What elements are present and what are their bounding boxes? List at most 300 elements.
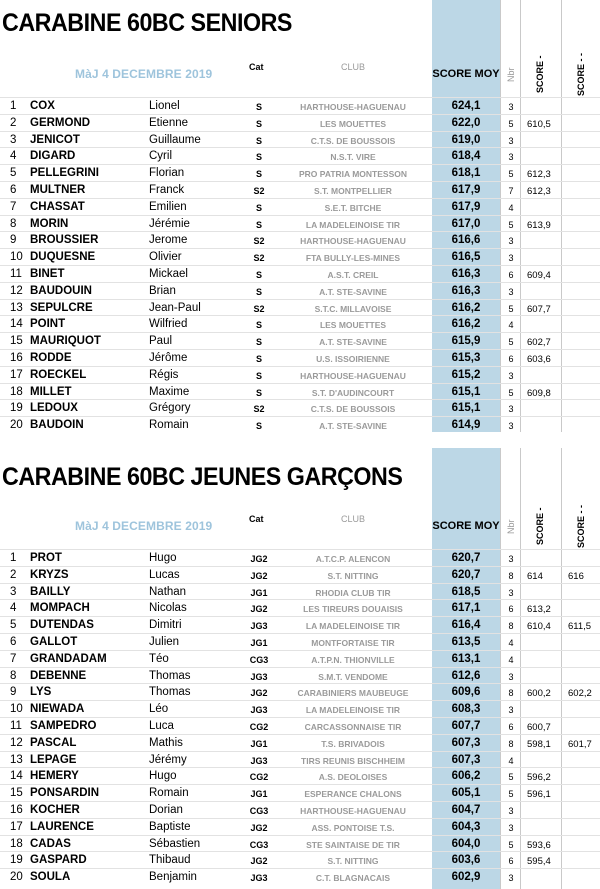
nbr-cell: 4 [508,637,514,648]
table-row [0,599,600,616]
club-cell: LES MOUETTES [319,118,387,129]
category-cell: S [255,202,262,213]
score-2-cell: 613,9 [527,219,551,231]
first-name-cell: Cyril [149,150,172,163]
first-name-cell: Nicolas [149,602,187,615]
club-cell: LES TIREURS DOUAISIS [303,604,403,615]
nbr-cell: 8 [508,738,514,749]
club-cell: S.T.C. MILLAVOISE [314,303,392,314]
rank-cell: 2 [10,568,17,581]
category-cell: JG3 [250,671,268,682]
club-cell: PRO PATRIA MONTESSON [299,169,407,180]
score-moy-cell: 616,4 [451,619,481,632]
category-cell: S [255,152,262,163]
nbr-cell: 3 [508,152,514,163]
nbr-cell: 8 [508,688,514,699]
first-name-cell: Grégory [149,402,191,415]
last-name-cell: NIEWADA [30,703,85,716]
first-name-cell: Nathan [149,585,187,598]
club-cell: S.T. MONTPELLIER [314,185,392,196]
score-2-cell: 612,3 [527,169,551,181]
score-2-cell: 610,5 [527,118,551,130]
table-row [0,198,600,215]
table-row [0,349,600,366]
nbr-cell: 3 [508,873,514,884]
rank-cell: 3 [10,585,17,598]
score-3-cell: 616 [568,570,584,582]
nbr-header: Nbr [506,519,516,534]
first-name-cell: Lionel [149,100,180,112]
nbr-cell: 4 [508,755,514,766]
score-2-cell: 595,4 [527,856,551,868]
score-moy-cell: 604,0 [451,837,481,850]
rank-cell: 6 [10,183,17,196]
nbr-cell: 7 [508,185,514,196]
rank-cell: 4 [10,150,17,163]
first-name-cell: Dimitri [149,619,182,632]
last-name-cell: GERMOND [30,116,91,129]
category-cell: S [255,320,262,331]
score-moy-cell: 605,1 [451,787,481,800]
category-cell: JG1 [250,587,268,598]
score-moy-cell: 618,4 [451,150,481,163]
category-cell: S2 [253,404,265,415]
category-cell: JG3 [250,873,268,884]
rank-cell: 20 [10,419,23,432]
first-name-cell: Romain [149,787,189,800]
first-name-cell: Guillaume [149,133,201,146]
rank-cell: 18 [10,385,23,398]
first-name-cell: Sébastien [149,837,201,850]
score-moy-cell: 612,6 [451,669,481,682]
last-name-cell: DIGARD [30,150,76,163]
club-cell: MONTFORTAISE TIR [311,637,395,648]
ranking-table [0,97,600,433]
score-moy-cell: 619,0 [451,133,481,146]
score-moy-cell: 614,9 [451,419,481,432]
last-name-cell: PELLEGRINI [30,167,100,180]
score-3-cell: 601,7 [568,738,592,750]
nbr-header: Nbr [506,67,516,82]
rank-cell: 15 [10,335,23,348]
club-cell: LA MADELEINOISE TIR [305,705,401,716]
last-name-cell: HEMERY [30,770,79,783]
category-cell: S [255,370,262,381]
category-cell: S [255,421,262,432]
rank-cell: 16 [10,351,23,364]
club-cell: STE SAINTAISE DE TIR [306,839,400,850]
rank-cell: 14 [10,318,23,331]
nbr-cell: 3 [508,102,514,112]
first-name-cell: Brian [149,284,176,297]
rank-cell: 8 [10,217,17,230]
table-row [0,700,600,717]
category-cell: JG1 [250,789,268,800]
score-2-cell: 600,2 [527,688,551,700]
first-name-cell: Julien [149,635,180,648]
first-name-cell: Etienne [149,116,189,129]
first-name-cell: Maxime [149,385,190,398]
nbr-cell: 3 [508,421,514,432]
club-cell: S.T. NITTING [327,856,379,867]
club-cell: C.T. BLAGNACAIS [315,873,391,884]
category-cell: CG3 [249,839,269,850]
category-cell: CG3 [249,654,269,665]
rank-cell: 10 [10,703,23,716]
score-3-cell: 602,2 [568,688,592,700]
rank-cell: 11 [10,719,22,732]
table-row [0,851,600,868]
club-cell: T.S. BRIVADOIS [321,738,385,749]
rank-cell: 18 [10,837,23,850]
table-row [0,835,600,852]
club-cell: S.E.T. BITCHE [324,202,382,213]
first-name-cell: Hugo [149,552,177,564]
first-name-cell: Jérémie [149,217,190,230]
score-moy-cell: 617,0 [451,217,481,230]
category-cell: CG2 [249,772,269,783]
club-cell: LA MADELEINOISE TIR [305,621,401,632]
rank-cell: 16 [10,803,23,816]
score-moy-cell: 615,3 [451,351,481,364]
nbr-cell: 3 [508,671,514,682]
last-name-cell: BROUSSIER [30,234,99,247]
table-row [0,248,600,265]
rank-cell: 13 [10,301,23,314]
category-cell: JG3 [250,705,268,716]
score-moy-cell: 618,1 [451,167,481,180]
jeunes-garcons-section [0,448,600,889]
score-moy-cell: 603,6 [451,854,481,867]
table-row [0,315,600,332]
club-cell: TIRS REUNIS BISCHHEIM [301,755,405,766]
table-row [0,549,600,566]
last-name-cell: BAUDOUIN [30,284,92,297]
table-row [0,383,600,400]
nbr-cell: 6 [508,721,514,732]
first-name-cell: Léo [149,703,169,716]
nbr-cell: 4 [508,654,514,665]
category-cell: CG3 [249,805,269,816]
category-cell: S [255,337,262,348]
category-cell: S [255,269,262,280]
table-row [0,231,600,248]
first-name-cell: Régis [149,368,179,381]
category-cell: S [255,102,262,112]
nbr-cell: 5 [508,219,514,230]
category-cell: CG2 [249,721,269,732]
score-moy-cell: 616,6 [451,234,481,247]
last-name-cell: GRANDADAM [30,652,107,665]
score-moy-cell: 616,2 [451,318,481,331]
rank-cell: 19 [10,402,23,415]
nbr-cell: 3 [508,404,514,415]
nbr-cell: 6 [508,856,514,867]
club-cell: FTA BULLY-LES-MINES [305,253,401,264]
score-2-cell: 612,3 [527,185,551,197]
score-moy-cell: 615,2 [451,368,481,381]
score-2-cell: 609,8 [527,387,551,399]
nbr-cell: 3 [508,135,514,146]
score-moy-cell: 607,3 [451,753,481,766]
category-cell: S [255,353,262,364]
update-date: MàJ 4 DECEMBRE 2019 [75,67,213,81]
nbr-cell: 3 [508,805,514,816]
nbr-cell: 3 [508,554,514,564]
rank-cell: 17 [10,368,23,381]
club-cell: LA MADELEINOISE TIR [305,219,401,230]
table-row [0,717,600,734]
club-cell: CARABINIERS MAUBEUGE [297,688,409,699]
first-name-cell: Franck [149,183,185,196]
score-2-cell: 600,7 [527,721,551,733]
first-name-cell: Jérémy [149,753,187,766]
first-name-cell: Paul [149,335,173,348]
last-name-cell: MOMPACH [30,602,90,615]
score-moy-header: SCORE MOY [432,520,500,532]
rank-cell: 9 [10,686,17,699]
club-cell: ASS. PONTOISE T.S. [311,822,395,833]
last-name-cell: MULTNER [30,183,86,196]
rank-cell: 14 [10,770,23,783]
score-moy-cell: 618,5 [451,585,481,598]
rank-cell: 19 [10,854,23,867]
first-name-cell: Wilfried [149,318,188,331]
last-name-cell: MILLET [30,385,72,398]
score-moy-cell: 615,1 [451,402,481,415]
first-name-cell: Mickael [149,267,188,280]
score-moy-cell: 620,7 [451,552,481,564]
last-name-cell: MAURIQUOT [30,335,101,348]
last-name-cell: RODDE [30,351,72,364]
club-cell: N.S.T. VIRE [330,152,376,163]
nbr-cell: 3 [508,705,514,716]
rank-cell: 4 [10,602,17,615]
nbr-cell: 8 [508,621,514,632]
score-moy-cell: 609,6 [451,686,481,699]
table-row [0,784,600,801]
score-moy-cell: 617,9 [451,183,481,196]
rank-cell: 12 [10,284,23,297]
club-header: CLUB [341,62,366,72]
category-cell: JG3 [250,755,268,766]
last-name-cell: PASCAL [30,736,77,749]
score-moy-cell: 613,1 [451,652,481,665]
score-3-header: SCORE - - [576,504,586,548]
category-cell: JG1 [250,637,268,648]
table-row [0,801,600,818]
club-cell: S.T. D'AUDINCOURT [311,387,395,398]
club-cell: ESPERANCE CHALONS [304,789,402,800]
score-2-cell: 613,2 [527,604,551,616]
last-name-cell: SOULA [30,871,71,884]
score-moy-cell: 607,7 [451,719,481,732]
first-name-cell: Luca [149,719,174,732]
last-name-cell: PONSARDIN [30,787,100,800]
nbr-cell: 5 [508,839,514,850]
category-cell: S2 [253,303,265,314]
first-name-cell: Jerome [149,234,188,247]
section-title: CARABINE 60BC SENIORS [2,9,292,37]
category-cell: JG2 [250,822,268,833]
last-name-cell: DUQUESNE [30,251,96,264]
last-name-cell: DEBENNE [30,669,87,682]
first-name-cell: Benjamin [149,871,197,884]
nbr-cell: 5 [508,789,514,800]
rank-cell: 11 [10,267,22,280]
score-moy-cell: 613,5 [451,635,481,648]
table-row [0,164,600,181]
last-name-cell: LYS [30,686,52,699]
score-moy-cell: 604,3 [451,820,481,833]
category-cell: S [255,387,262,398]
club-cell: C.T.S. DE BOUSSOIS [310,135,396,146]
rank-cell: 7 [10,200,17,213]
rank-cell: 5 [10,619,17,632]
table-row [0,734,600,751]
first-name-cell: Baptiste [149,820,191,833]
table-row [0,97,600,114]
cat-header: Cat [249,62,264,72]
score-moy-cell: 602,9 [451,871,481,884]
score-2-cell: 596,2 [527,772,551,784]
club-cell: A.S.T. CREIL [327,269,379,280]
club-cell: HARTHOUSE-HAGUENAU [300,236,406,247]
last-name-cell: ROECKEL [30,368,87,381]
nbr-cell: 8 [508,570,514,581]
last-name-cell: LEPAGE [30,753,77,766]
club-cell: HARTHOUSE-HAGUENAU [300,102,406,112]
nbr-cell: 5 [508,337,514,348]
score-moy-cell: 620,7 [451,568,481,581]
score-2-header: SCORE - [535,507,545,545]
table-row [0,751,600,768]
nbr-cell: 3 [508,587,514,598]
score-2-cell: 610,4 [527,621,551,633]
first-name-cell: Romain [149,419,189,432]
table-row [0,583,600,600]
last-name-cell: BAILLY [30,585,71,598]
last-name-cell: COX [30,100,55,112]
rank-cell: 20 [10,871,23,884]
table-row [0,566,600,583]
first-name-cell: Florian [149,167,185,180]
last-name-cell: PROT [30,552,62,564]
last-name-cell: DUTENDAS [30,619,94,632]
table-row [0,767,600,784]
nbr-cell: 5 [508,118,514,129]
nbr-cell: 5 [508,303,514,314]
table-row [0,215,600,232]
first-name-cell: Mathis [149,736,183,749]
category-cell: S2 [253,185,265,196]
category-cell: JG2 [250,554,268,564]
score-3-header: SCORE - - [576,52,586,96]
club-cell: CARCASSONNAISE TIR [304,721,402,732]
club-header: CLUB [341,514,366,524]
last-name-cell: KOCHER [30,803,80,816]
table-row [0,332,600,349]
score-moy-cell: 608,3 [451,703,481,716]
nbr-cell: 3 [508,822,514,833]
table-row [0,131,600,148]
score-moy-cell: 615,9 [451,335,481,348]
club-cell: S.M.T. VENDOME [318,671,388,682]
table-row [0,633,600,650]
last-name-cell: CADAS [30,837,71,850]
nbr-cell: 3 [508,286,514,297]
score-2-cell: 609,4 [527,269,551,281]
rank-cell: 1 [10,100,17,112]
category-cell: S2 [253,253,265,264]
rank-cell: 17 [10,820,23,833]
nbr-cell: 3 [508,253,514,264]
score-2-cell: 593,6 [527,839,551,851]
last-name-cell: LAURENCE [30,820,94,833]
first-name-cell: Olivier [149,251,182,264]
score-moy-cell: 624,1 [451,100,481,112]
rank-cell: 7 [10,652,17,665]
category-cell: JG2 [250,856,268,867]
nbr-cell: 3 [508,370,514,381]
table-row [0,366,600,383]
rank-cell: 12 [10,736,23,749]
ranking-table [0,549,600,885]
score-moy-cell: 617,9 [451,200,481,213]
first-name-cell: Thibaud [149,854,191,867]
score-moy-cell: 616,3 [451,284,481,297]
nbr-cell: 3 [508,236,514,247]
category-cell: JG2 [250,688,268,699]
last-name-cell: GASPARD [30,854,87,867]
last-name-cell: LEDOUX [30,402,78,415]
table-row [0,181,600,198]
score-2-cell: 607,7 [527,303,551,315]
rank-cell: 10 [10,251,23,264]
score-2-cell: 598,1 [527,738,551,750]
rank-cell: 1 [10,552,17,564]
section-title: CARABINE 60BC JEUNES GARÇONS [2,463,403,491]
score-moy-cell: 604,7 [451,803,481,816]
club-cell: A.T.C.P. ALENCON [315,554,391,564]
score-moy-cell: 617,1 [451,602,481,615]
category-cell: JG1 [250,738,268,749]
table-row [0,147,600,164]
last-name-cell: SAMPEDRO [30,719,97,732]
last-name-cell: SEPULCRE [30,301,93,314]
table-row [0,667,600,684]
club-cell: U.S. ISSOIRIENNE [316,353,390,364]
rank-cell: 2 [10,116,17,129]
table-row [0,416,600,433]
club-cell: A.T. STE-SAVINE [319,421,387,432]
nbr-cell: 6 [508,269,514,280]
nbr-cell: 6 [508,604,514,615]
table-row [0,282,600,299]
category-cell: S2 [253,236,265,247]
club-cell: HARTHOUSE-HAGUENAU [300,805,406,816]
rank-cell: 6 [10,635,17,648]
score-2-header: SCORE - [535,55,545,93]
first-name-cell: Hugo [149,770,177,783]
rank-cell: 13 [10,753,23,766]
first-name-cell: Dorian [149,803,183,816]
score-2-cell: 596,1 [527,789,551,801]
last-name-cell: MORIN [30,217,69,230]
table-row [0,114,600,131]
category-cell: S [255,118,262,129]
category-cell: JG2 [250,604,268,615]
